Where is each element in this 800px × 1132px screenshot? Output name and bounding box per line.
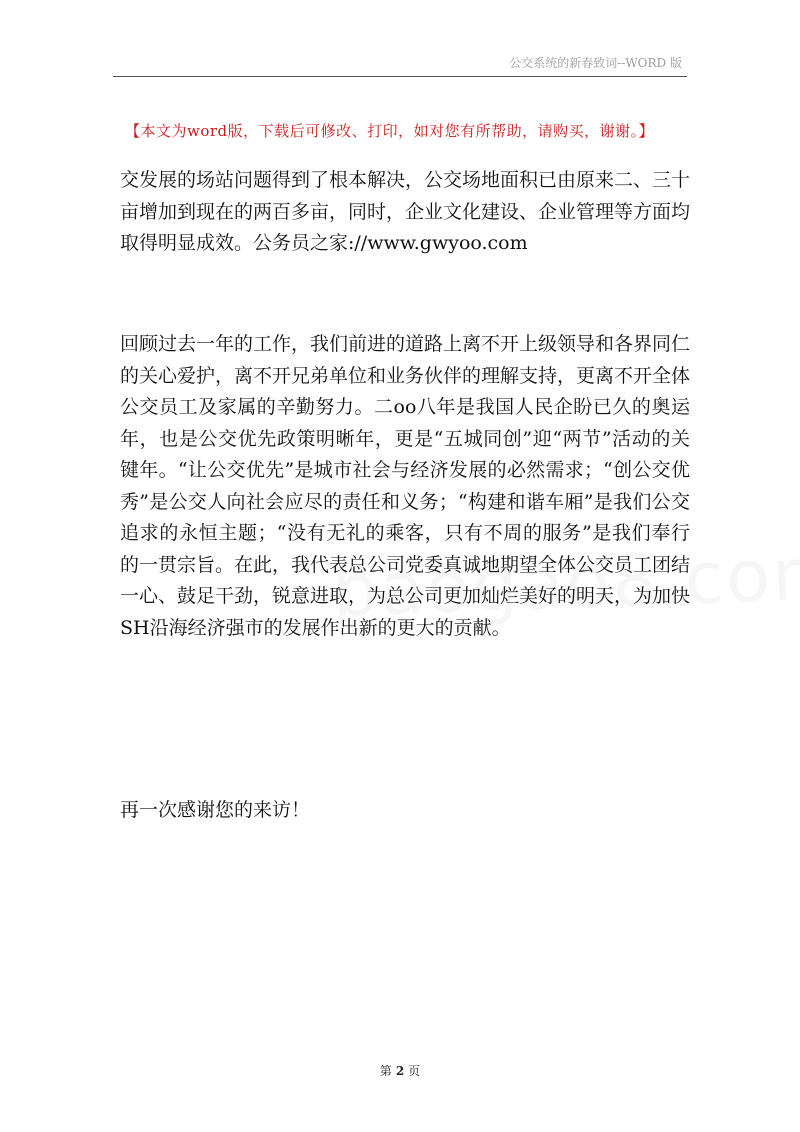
header-divider — [113, 76, 687, 77]
paragraph-2: 回顾过去一年的工作，我们前进的道路上离不开上级领导和各界同仁的关心爱护，离不开兄弟单位和业务伙伴的理解支持，更离不开全体公交员工及家属的辛勤努力。二oo八年是我国人民企盼已久的奥运年，也是公交优先政策明晰年，更是“五城同创”迎“两节”活动的关键年。“让公交优先”是城市社会与经济发展的必然需求；“创公交优秀”是公交人向社会应尽的责任和义务；“构建和谐车厢”是我们公交追求的永恒主题；“没有无礼的乘客，只有不周的服务”是我们奉行的一贯宗旨。在此，我代表总公司党委真诚地期望全体公交员工团结一心、鼓足干劲，锐意进取，为总公司更加灿烂美好的明天，为加快SH沿海经济强市的发展作出新的更大的贡献。 — [120, 333, 691, 639]
paragraph-1: 交发展的场站问题得到了根本解决，公交场地面积已由原来二、三十亩增加到现在的两百多亩，同时，企业文化建设、企业管理等方面均取得明显成效。公务员之家://www.gwyoo.com — [120, 169, 691, 254]
running-header: 公交系统的新春致词--WORD 版 — [509, 56, 682, 70]
page-footer — [0, 1062, 800, 1079]
footer-suffix: 页 — [408, 1064, 421, 1078]
footer-prefix: 第 — [379, 1064, 392, 1078]
page-number: 2 — [395, 1064, 405, 1078]
paragraph-3: 再一次感谢您的来访！ — [120, 799, 311, 821]
purchase-notice: 【本文为word版，下载后可修改、打印，如对您有所帮助，请购买，谢谢。】 — [125, 122, 655, 140]
watermark — [331, 531, 800, 633]
